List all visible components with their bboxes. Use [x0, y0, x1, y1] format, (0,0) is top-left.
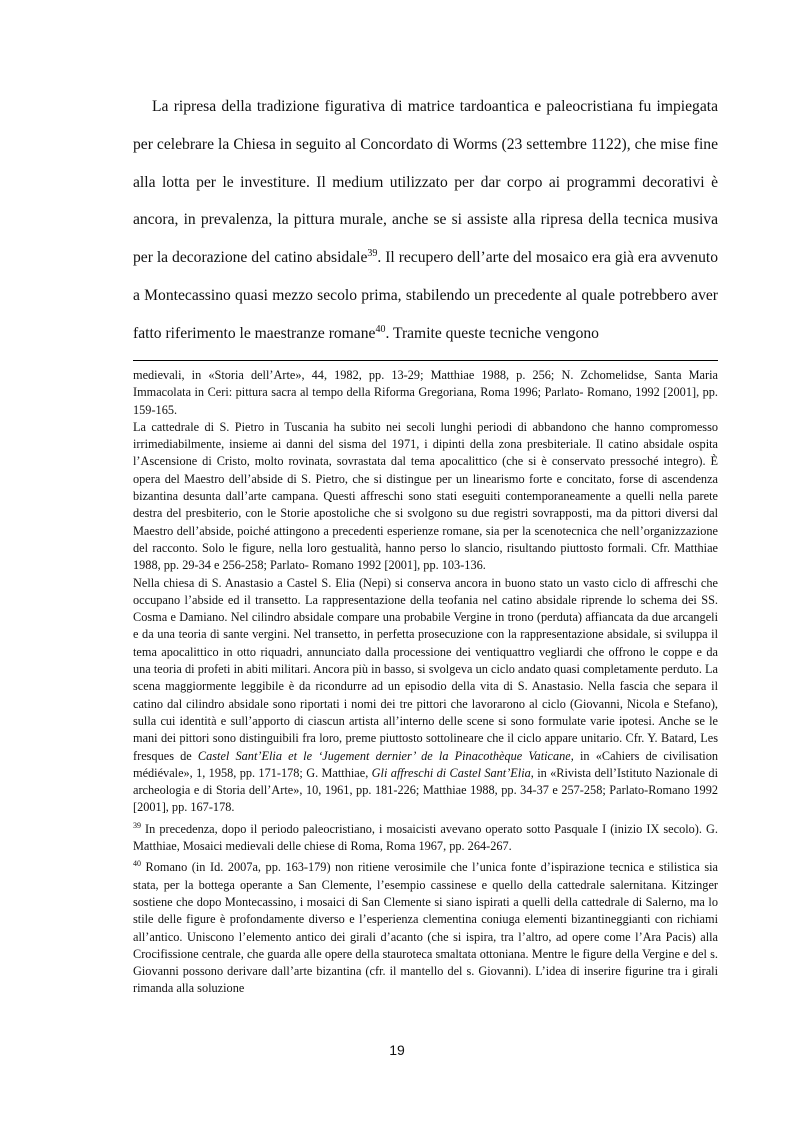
body-text-segment: . Tramite queste tecniche vengono: [385, 324, 599, 342]
footnote-continuation-2: La cattedrale di S. Pietro in Tuscania ha subito nei secoli lunghi periodi di abbandono che hanno compromesso irrimediabilmente, insieme ai danni del sisma del 1971, i dipinti della zona presbiteriale. Il catino absidale ospita l’Ascensione di Cristo, molto rovinata, sovrastata dal tema apocalittico (che si è conservato pressoché integro). È opera del Maestro dell’abside di S. Pietro, che si distingue per un linearismo forte e concitato, forse di ascendenza bizantina desunta dall’arte campana. Questi affreschi sono stati eseguiti contemporaneamente a quelli nella parete destra del presbiterio, con le Storie apostoliche che si svolgono su due registri sovrapposti, ma da pittori diversi dal Maestro dell’abside, poiché attingono a precedenti esperienze romane, sia per la scenotecnica che nell’organizzazione del racconto. Solo le figure, nella loro gestualità, hanno perso lo slancio, risultando piuttosto formali. Cfr. Matthiae 1988, pp. 29-34 e 256-258; Parlato- Romano 1992 [2001], pp. 103-136.: [133, 419, 718, 573]
footnote-text-segment: in «Cahiers de civilisation médiévale», 1, 1958, pp. 171-178; G. Matthiae,: [133, 748, 719, 780]
footnote-text-segment: Nella chiesa di S. Anastasio a Castel S. Elia (Nepi) si conserva ancora in buono stato un vasto ciclo di affreschi che occupano l’abside ed il transetto. La rappresentazione della teofania nel catino absidale riprende lo schema dei SS. Cosma e Damiano. Nel cilindro absidale compare una probabile Vergine in trono (perduta) affiancata da due arcangeli e da una teoria di sante vergini. Nel transetto, in perfetta prosecuzione con la rappresentazione absidale, si sviluppa il tema apocalittico in otto riquadri, annunciato dalla processione dei ventiquattro vegliardi che offrono le coppe e da una teoria di profeti in abiti militari. Ancora più in basso, si svolgeva un ciclo andato quasi completamente perduto. La scena maggiormente leggibile è da ricondurre ad un episodio della vita di S. Anastasio. Nella fascia che separa il catino dal cilindro absidale sono riportati i nomi dei tre pittori che lavorarono al ciclo (Giovanni, Nicola e Stefano), sulla cui identità e sull’apporto di ciascun artista all’interno delle scene si sono formulate varie ipotesi. Anche se le mani dei pittori sono distinguibili fra loro, preme piuttosto sottolineare che il ciclo appare unitario. Cfr. Y. Batard, Les fresques de: [133, 575, 718, 763]
footnote-continuation-1: medievali, in «Storia dell’Arte», 44, 1982, pp. 13-29; Matthiae 1988, p. 256; N. Zchomelidse, Santa Maria Immacolata in Ceri: pittura sacra al tempo della Riforma Gregoriana, Roma 1996; Parlato- Romano, 1992 [2001], pp. 159-165.: [133, 368, 718, 417]
footnote-number-40: 40: [133, 859, 141, 869]
footnotes: [133, 367, 718, 998]
footnote-40: [133, 859, 718, 997]
body-text-segment: . Il recupero dell’arte del mosaico era già era avvenuto a Montecassino quasi mezzo secolo prima, stabilendo un precedente al quale potrebbero aver fatto riferimento le maestranze romane: [133, 249, 719, 342]
footnote-ref-39[interactable]: 39: [367, 248, 378, 259]
body-text: [133, 88, 718, 353]
footnote-text-segment: , in «Rivista dell’Istituto Nazionale di archeologia e di Storia dell’Arte», 10, 1961, pp. 181-226; Matthiae 1988, pp. 34-37 e 257-258; Parlato-Romano 1992 [2001], pp. 167-178.: [133, 765, 718, 815]
footnote-separator: [133, 360, 718, 361]
footnote-number-39: 39: [133, 820, 141, 830]
footnote-italic-title: Castel Sant’Elia et le ‘Jugement dernier’ de la Pinacothèque Vaticane,: [197, 748, 574, 763]
footnote-italic-title: Gli affreschi di Castel Sant’Elia: [371, 765, 531, 780]
footnote-continuation-3: [133, 575, 718, 817]
body-text-segment: La ripresa della tradizione figurativa di matrice tardoantica e paleocristiana fu impiegata per celebrare la Chiesa in seguito al Concordato di Worms (23 settembre 1122), che mise fine alla lotta per le investiture. Il medium utilizzato per dar corpo ai programmi decorativi è ancora, in prevalenza, la pittura murale, anche se si assiste alla ripresa della tecnica musiva per la decorazione del catino absidale: [133, 98, 718, 267]
body-paragraph: [133, 88, 718, 353]
footnote-39-text: In precedenza, dopo il periodo paleocristiano, i mosaicisti avevano operato sotto Pasquale I (inizio IX secolo). G. Matthiae, Mosaici medievali delle chiese di Roma, Roma 1967, pp. 264-267.: [133, 821, 718, 854]
page-number: 19: [389, 1042, 405, 1058]
footnote-39: [133, 821, 718, 856]
footnote-ref-40[interactable]: 40: [375, 323, 386, 335]
footnote-40-text: Romano (in Id. 2007a, pp. 163-179) non ritiene verosimile che l’unica fonte d’ispirazione tecnica e stilistica sia stata, per la bottega operante a San Clemente, l’esempio cassinese e quello della cattedrale salernitana. Kitzinger sostiene che dopo Montecassino, i mosaici di San Clemente si siano ispirati a quelli della cattedrale di Salerno, ma lo stile delle figure è profondamente diverso e l’esperienza clementina coniuga elementi bizantineggianti con richiami all’antico. Uniscono l’elemento antico dei girali d’acanto (che si ispira, tra l’altro, ad opere come l’Ara Pacis) alla Crocifissione centrale, che guarda alle opere della stauroteca smaltata ottoniana. Mentre le figure della Vergine e del s. Giovanni possono derivare dall’arte bizantina (cfr. il mantello del s. Giovanni). L’idea di inserire figurine tra i girali rimanda alla soluzione: [133, 860, 718, 996]
